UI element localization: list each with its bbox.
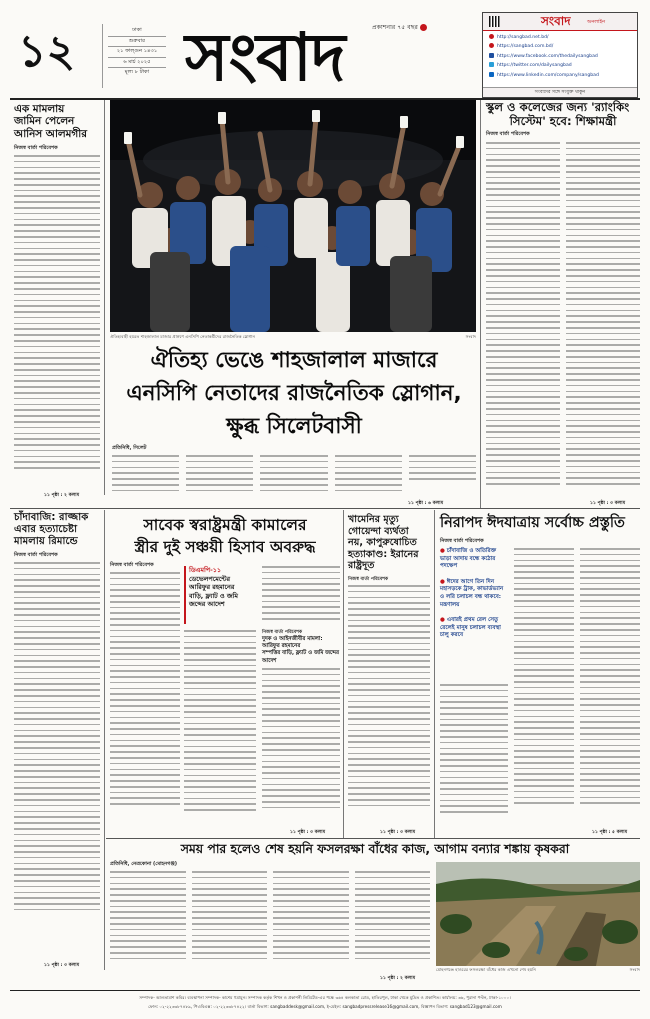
embankment-illustration [436, 862, 640, 966]
ranking-headline: স্কুল ও কলেজের জন্য 'র‍্যাংকিং সিস্টেম' হবে: শিক্ষামন্ত্রী [486, 100, 630, 128]
kamal-sidebar-box [184, 566, 261, 624]
dateline-bangla-date: ২১ ফাল্গুন ১৪৩১ [108, 47, 166, 58]
bullet-icon: ● [440, 578, 445, 585]
eid-highlight-1: ● চাঁদাবাজি ও অতিরিক্ত ভাড়া আদায় বন্ধে কঠোর পদক্ষেপ [440, 548, 497, 570]
chandabaji-byline: নিজস্ব বার্তা পরিবেশক [14, 552, 58, 558]
social-link-facebook[interactable]: https://www.facebook.com/thedailysangbad [489, 52, 635, 61]
social-brand: সংবাদ [541, 14, 571, 28]
kamal-headline: সাবেক স্বরাষ্ট্রমন্ত্রী কামালের স্ত্রীর দুই সঞ্চয়ী হিসাব অবরুদ্ধ [134, 516, 316, 556]
flood-byline: প্রতিনিধি, নেত্রকোনা (মোহনগঞ্জ) [110, 861, 178, 867]
chandabaji-body [14, 562, 100, 940]
masthead-dateline [108, 26, 166, 78]
eid-body-col3 [580, 548, 640, 827]
chandabaji-continued: ১১ পৃষ্ঠা : ৩ কলাম [44, 963, 80, 968]
qr-code-icon [489, 16, 500, 27]
flood-photo-credit: সংবাদ [629, 967, 640, 972]
imprint-line-1: সম্পাদক- আলতামাশ কবির। ব্যবস্থাপনা সম্পাদক- কাশেম হুমায়ুন। সম্পাদক কর্তৃক শিখন ও প্রকাশনী লিমিটেড-এর পক্ষে ৩৬৪ কলকাতা রোড, হাতিরপুল, ঢাকা থেকে মুদ্রিত ও প্রকাশিত। কার্যালয়: ৩৬, পুরানা পল্টন, ঢাকা-১০০০। [139, 995, 511, 1000]
globe-icon [489, 34, 494, 39]
page-number: ১২ [18, 26, 76, 77]
kamal-body-col3 [262, 566, 340, 626]
eid-body-col2 [514, 548, 574, 827]
main-headline [112, 344, 476, 443]
main-headline-line1: ঐতিহ্য ভেঙে শাহজালাল মাজারে [150, 348, 438, 373]
social-link-linkedin[interactable]: https://www.linkedin.com/company/sangbad [489, 71, 635, 80]
flood-photo [436, 862, 640, 966]
social-links [489, 33, 635, 80]
main-headline-line3: ক্ষুব্ধ সিলেটবাসী [226, 414, 362, 439]
linkedin-icon [489, 72, 494, 77]
kamal-body-col1 [110, 572, 180, 827]
jamin-body [14, 155, 100, 490]
kamal-body-col2 [184, 630, 256, 827]
masthead-tagline: প্রকাশনার ৭৫ বছর [372, 22, 427, 33]
khamenei-headline: খামেনির মৃত্যু গোয়েন্দা ব্যর্থতা নয়, কাপুরুষোচিত হত্যাকাণ্ড: ইরানের রাষ্ট্রদূত [348, 514, 419, 572]
crowd-illustration [110, 100, 476, 332]
kamal-inline-byline: নিজস্ব বার্তা পরিবেশক [262, 630, 303, 635]
flood-continued: ১১ পৃষ্ঠা : ২ কলাম [380, 976, 416, 981]
kamal-byline: নিজস্ব বার্তা পরিবেশক [110, 562, 154, 568]
kamal-sidebar-headline: ডিএমপি-১১ ডেভেলপমেন্টের আরিফুর রহমানের বাড়ি, ফ্ল্যাট ও জমি জব্দের আদেশ [189, 566, 238, 609]
khamenei-continued: ১১ পৃষ্ঠা : ৩ কলাম [380, 830, 416, 835]
kamal-continued: ১১ পৃষ্ঠা : ৩ কলাম [290, 830, 326, 835]
anniversary-icon [420, 24, 427, 31]
masthead-title: সংবাদ [185, 19, 345, 96]
jamin-byline: নিজস্ব বার্তা পরিবেশক [14, 145, 58, 151]
khamenei-byline: নিজস্ব বার্তা পরিবেশক [348, 577, 389, 582]
flood-photo-caption: মোহনগঞ্জে হাওরের ফসলরক্ষা বাঁধের কাজ এখনো শেষ হয়নি সংবাদ [436, 967, 640, 972]
globe-icon [489, 43, 494, 48]
dateline-price: মূল্য ৮ টাকা [124, 69, 150, 76]
kamal-body-col4 [262, 668, 340, 827]
eid-highlight-2: ● ঈদের আগে তিন দিন মহাসড়কে ট্রাক, কাভার্ডভ্যান ও লরি চলাচল বন্ধ থাকবে: মন্ত্রণালয় [440, 578, 504, 608]
main-byline: প্রতিনিধি, সিলেট [112, 445, 147, 451]
imprint-line-2: ফোন: ০২-২২৩৩৮৭৪৮৯, পিএবিএক্স: ০২-২২৩৩৮৭৪২২। বার্তা বিভাগ: sangbaddesk@gmail.com, ই-মেইল: sangbadpressrelease16@gmail.com, বিজ্ঞাপন বিভাগ: sangbad123@gmail.com [148, 1004, 502, 1009]
dateline-english-date: ৬ মার্চ ২০২৫ [108, 58, 166, 69]
imprint-footer [12, 993, 638, 1011]
bullet-icon: ● [440, 617, 445, 624]
khamenei-body [348, 585, 430, 827]
dateline-weekday: শুক্রবার [108, 37, 166, 48]
jamin-headline: এক মামলায় জামিন পেলেন আনিস আলমগীর [14, 103, 87, 140]
flood-body [110, 871, 430, 975]
eid-highlights [440, 548, 508, 640]
main-headline-line2: এনসিপি নেতাদের রাজনৈতিক স্লোগান, [126, 381, 462, 406]
ranking-body [486, 142, 640, 504]
main-body [112, 455, 476, 500]
bullet-icon: ● [440, 548, 445, 554]
ranking-byline: নিজস্ব বার্তা পরিবেশক [486, 131, 530, 137]
main-continued: ১১ পৃষ্ঠা : ৬ কলাম [408, 501, 444, 506]
main-story-photo [110, 100, 476, 332]
social-link-web-alt[interactable]: https://sangbad.com.bd/ [489, 42, 635, 51]
eid-highlight-3: ● এবারই প্রথম রেল সেতু রেলেই মানুষ চলাচল ব্যবস্থা চালু করবে [440, 617, 501, 639]
ranking-continued: ১১ পৃষ্ঠা : ৩ কলাম [590, 501, 626, 506]
flood-headline: সময় পার হলেও শেষ হয়নি ফসলরক্ষা বাঁধের কাজ, আগাম বন্যার শঙ্কায় কৃষকরা [180, 841, 570, 856]
kamal-inline-headline: দুদক ও আইনজীবীর মামলা: আরিফুর রহমানের সম্পত্তির বাড়ি, ফ্ল্যাট ও জমি জব্দের আদেশ [262, 636, 339, 664]
chandabaji-headline: চাঁদাবাজি: রাজ্জাক এবার হত্যাচেষ্টা মামলায় রিমান্ডে [14, 512, 89, 548]
eid-continued: ১১ পৃষ্ঠা : ৫ কলাম [592, 830, 628, 835]
main-photo-caption: ঐতিহ্যবাহী হযরত শাহজালাল মাজার প্রাঙ্গণে এনসিপি নেতাকর্মীদের রাজনৈতিক স্লোগান সংবাদ [110, 334, 476, 339]
eid-byline: নিজস্ব বার্তা পরিবেশক [440, 538, 484, 544]
social-box [482, 12, 638, 98]
social-link-web[interactable]: http://sangbad.net.bd/ [489, 33, 635, 42]
facebook-icon [489, 53, 494, 58]
social-link-twitter[interactable]: https://twitter.com/dailysangbad [489, 61, 635, 70]
social-brand-sub: অনলাইন [587, 19, 606, 25]
dateline-city: ঢাকা [108, 26, 166, 37]
social-footer-note: সংবাদের সঙ্গে সংযুক্ত থাকুন [483, 87, 637, 97]
eid-body-col1 [440, 684, 508, 827]
twitter-icon [489, 62, 494, 67]
eid-headline: নিরাপদ ঈদযাত্রায় সর্বোচ্চ প্রস্তুতি [440, 515, 625, 531]
jamin-continued: ১১ পৃষ্ঠা : ২ কলাম [44, 493, 80, 498]
main-photo-credit: সংবাদ [465, 334, 476, 339]
